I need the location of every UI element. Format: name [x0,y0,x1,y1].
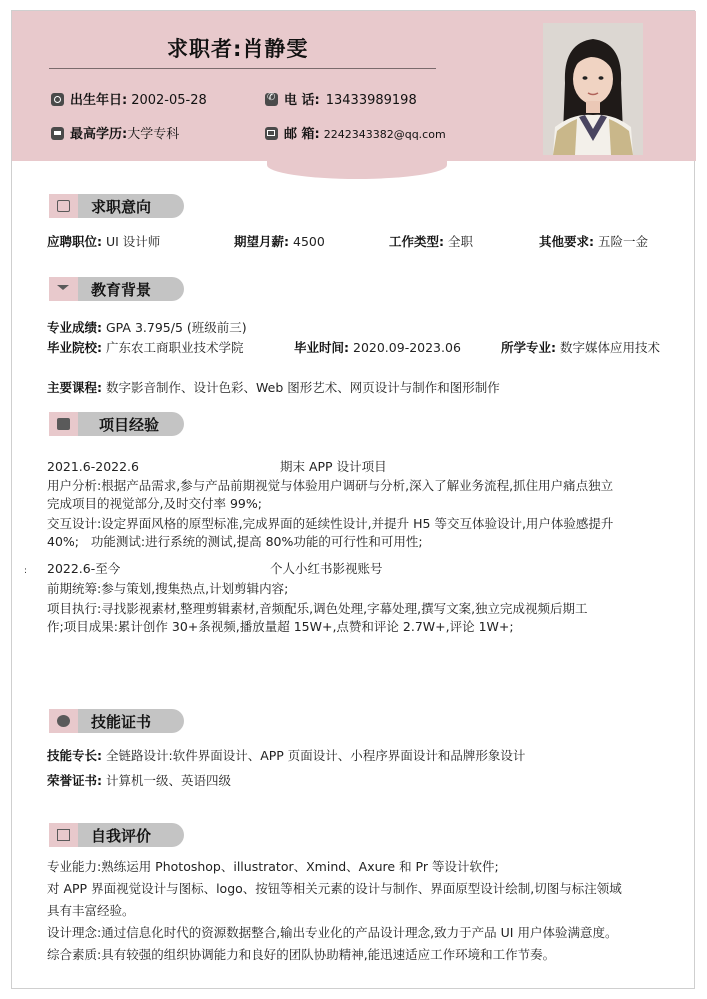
self-line: 综合素质:具有较强的组织协调能力和良好的团队协助精神,能迅速适应工作环境和工作节奏。 [47,947,556,962]
certificates-label: 荣誉证书: [47,773,102,788]
email-info [265,123,446,142]
self-line: 设计理念:通过信息化时代的资源数据整合,输出专业化的产品设计理念,致力于产品 UI 用户体验满意度。 [47,925,618,940]
project2-name: 个人小红书影视账号 [270,561,383,576]
phone-info [265,89,417,108]
skills-certificates [47,772,231,790]
time-value: 2020.09-2023.06 [353,340,461,355]
project1-line: 交互设计:设定界面风格的原型标准,完成界面的延续性设计,并提升 H5 等交互体验设计,用户体验感提升 [47,516,614,531]
school-value: 广东农工商职业技术学院 [106,340,244,355]
section-education [49,277,184,301]
edu-major [501,339,660,357]
position-value: UI 设计师 [106,234,161,249]
name-divider [49,68,436,69]
email-value: 2242343382@qq.com [323,128,446,141]
margin-mark: : [24,566,28,576]
section-title: 求职意向 [91,198,152,216]
profile-photo [543,23,643,155]
self-evaluation-text [47,856,672,966]
candidate-name: 求职者:肖静雯 [167,37,309,61]
project1-line: 用户分析:根据产品需求,参与产品前期视觉与体验用户调研与分析,深入了解业务流程,抓住用户痛点独立 [47,478,614,493]
section-title: 项目经验 [99,416,160,434]
section-skills [49,709,184,733]
graduation-icon [51,127,64,140]
phone-label: 电 话: [284,93,320,108]
briefcase-icon [57,418,70,430]
self-line: 对 APP 界面视觉设计与图标、logo、按钮等相关元素的设计与制作、界面原型设计绘制,切图与标注领域 [47,881,622,896]
specialty-label: 技能专长: [47,748,102,763]
mail-icon [265,127,278,140]
salary-label: 期望月薪: [234,234,289,249]
edu-value: 大学专科 [127,127,180,142]
courses-value: 数字影音制作、设计色彩、Web 图形艺术、网页设计与制作和图形制作 [106,380,500,395]
type-value: 全职 [448,234,474,249]
time-label: 毕业时间: [294,340,349,355]
self-line: 具有丰富经验。 [47,903,135,918]
specialty-value: 全链路设计:软件界面设计、APP 页面设计、小程序界面设计和品牌形象设计 [106,748,526,763]
gpa-value: GPA 3.795/5 (班级前三) [106,320,247,335]
intent-type [389,233,473,251]
section-title: 自我评价 [91,827,152,845]
resume-page [11,10,695,989]
project1-line: 40%; 功能测试:进行系统的测试,提高 80%功能的可行性和可用性; [47,534,423,549]
edu-time [294,339,461,357]
other-value: 五险一金 [598,234,649,249]
courses-label: 主要课程: [47,380,102,395]
intent-other [539,233,648,251]
phone-value: 13433989198 [325,93,417,108]
major-value: 数字媒体应用技术 [560,340,661,355]
project2-line: 前期统筹:参与策划,搜集热点,计划剪辑内容; [47,581,289,596]
portrait-illustration [543,23,643,155]
clock-icon [51,93,64,106]
school-label: 毕业院校: [47,340,102,355]
graduation-cap-icon [57,285,69,290]
self-line: 专业能力:熟练运用 Photoshop、illustrator、Xmind、Axure 和 Pr 等设计软件; [47,859,499,874]
project2-line: 项目执行:寻找影视素材,整理剪辑素材,音频配乐,调色处理,字幕处理,撰写文案,独立完成视频后期工 [47,601,588,616]
project2-desc [47,580,672,636]
pencil-icon [57,200,70,212]
section-title: 教育背景 [91,281,152,299]
project1-desc [47,477,672,551]
intent-salary [234,233,325,251]
gear-icon [57,715,70,727]
section-job-intent [49,194,184,218]
type-label: 工作类型: [389,234,444,249]
section-projects [49,412,184,436]
project2-date: 2022.6-至今 [47,561,121,576]
project1-date: 2021.6-2022.6 [47,459,139,474]
edu-gpa [47,319,247,337]
project1-name: 期末 APP 设计项目 [280,459,387,474]
edu-school [47,339,244,357]
intent-position [47,233,160,251]
calendar-icon [57,829,70,841]
edu-courses [47,379,500,397]
major-label: 所学专业: [501,340,556,355]
phone-icon [265,93,278,106]
birth-value: 2002-05-28 [131,93,207,108]
education-info [51,123,179,142]
email-label: 邮 箱: [284,127,320,142]
project1-line: 完成项目的视觉部分,及时交付率 99%; [47,496,262,511]
section-self-evaluation [49,823,184,847]
birth-label: 出生年日: [70,93,128,108]
header-curve [267,151,447,179]
birth-info [51,89,207,108]
project2-line: 作;项目成果:累计创作 30+条视频,播放量超 15W+,点赞和评论 2.7W+,评论 1W+; [47,619,514,634]
skills-specialty [47,747,525,765]
section-title: 技能证书 [91,713,152,731]
position-label: 应聘职位: [47,234,102,249]
edu-label: 最高学历: [70,127,128,142]
salary-value: 4500 [293,234,325,249]
gpa-label: 专业成绩: [47,320,102,335]
other-label: 其他要求: [539,234,594,249]
certificates-value: 计算机一级、英语四级 [106,773,232,788]
